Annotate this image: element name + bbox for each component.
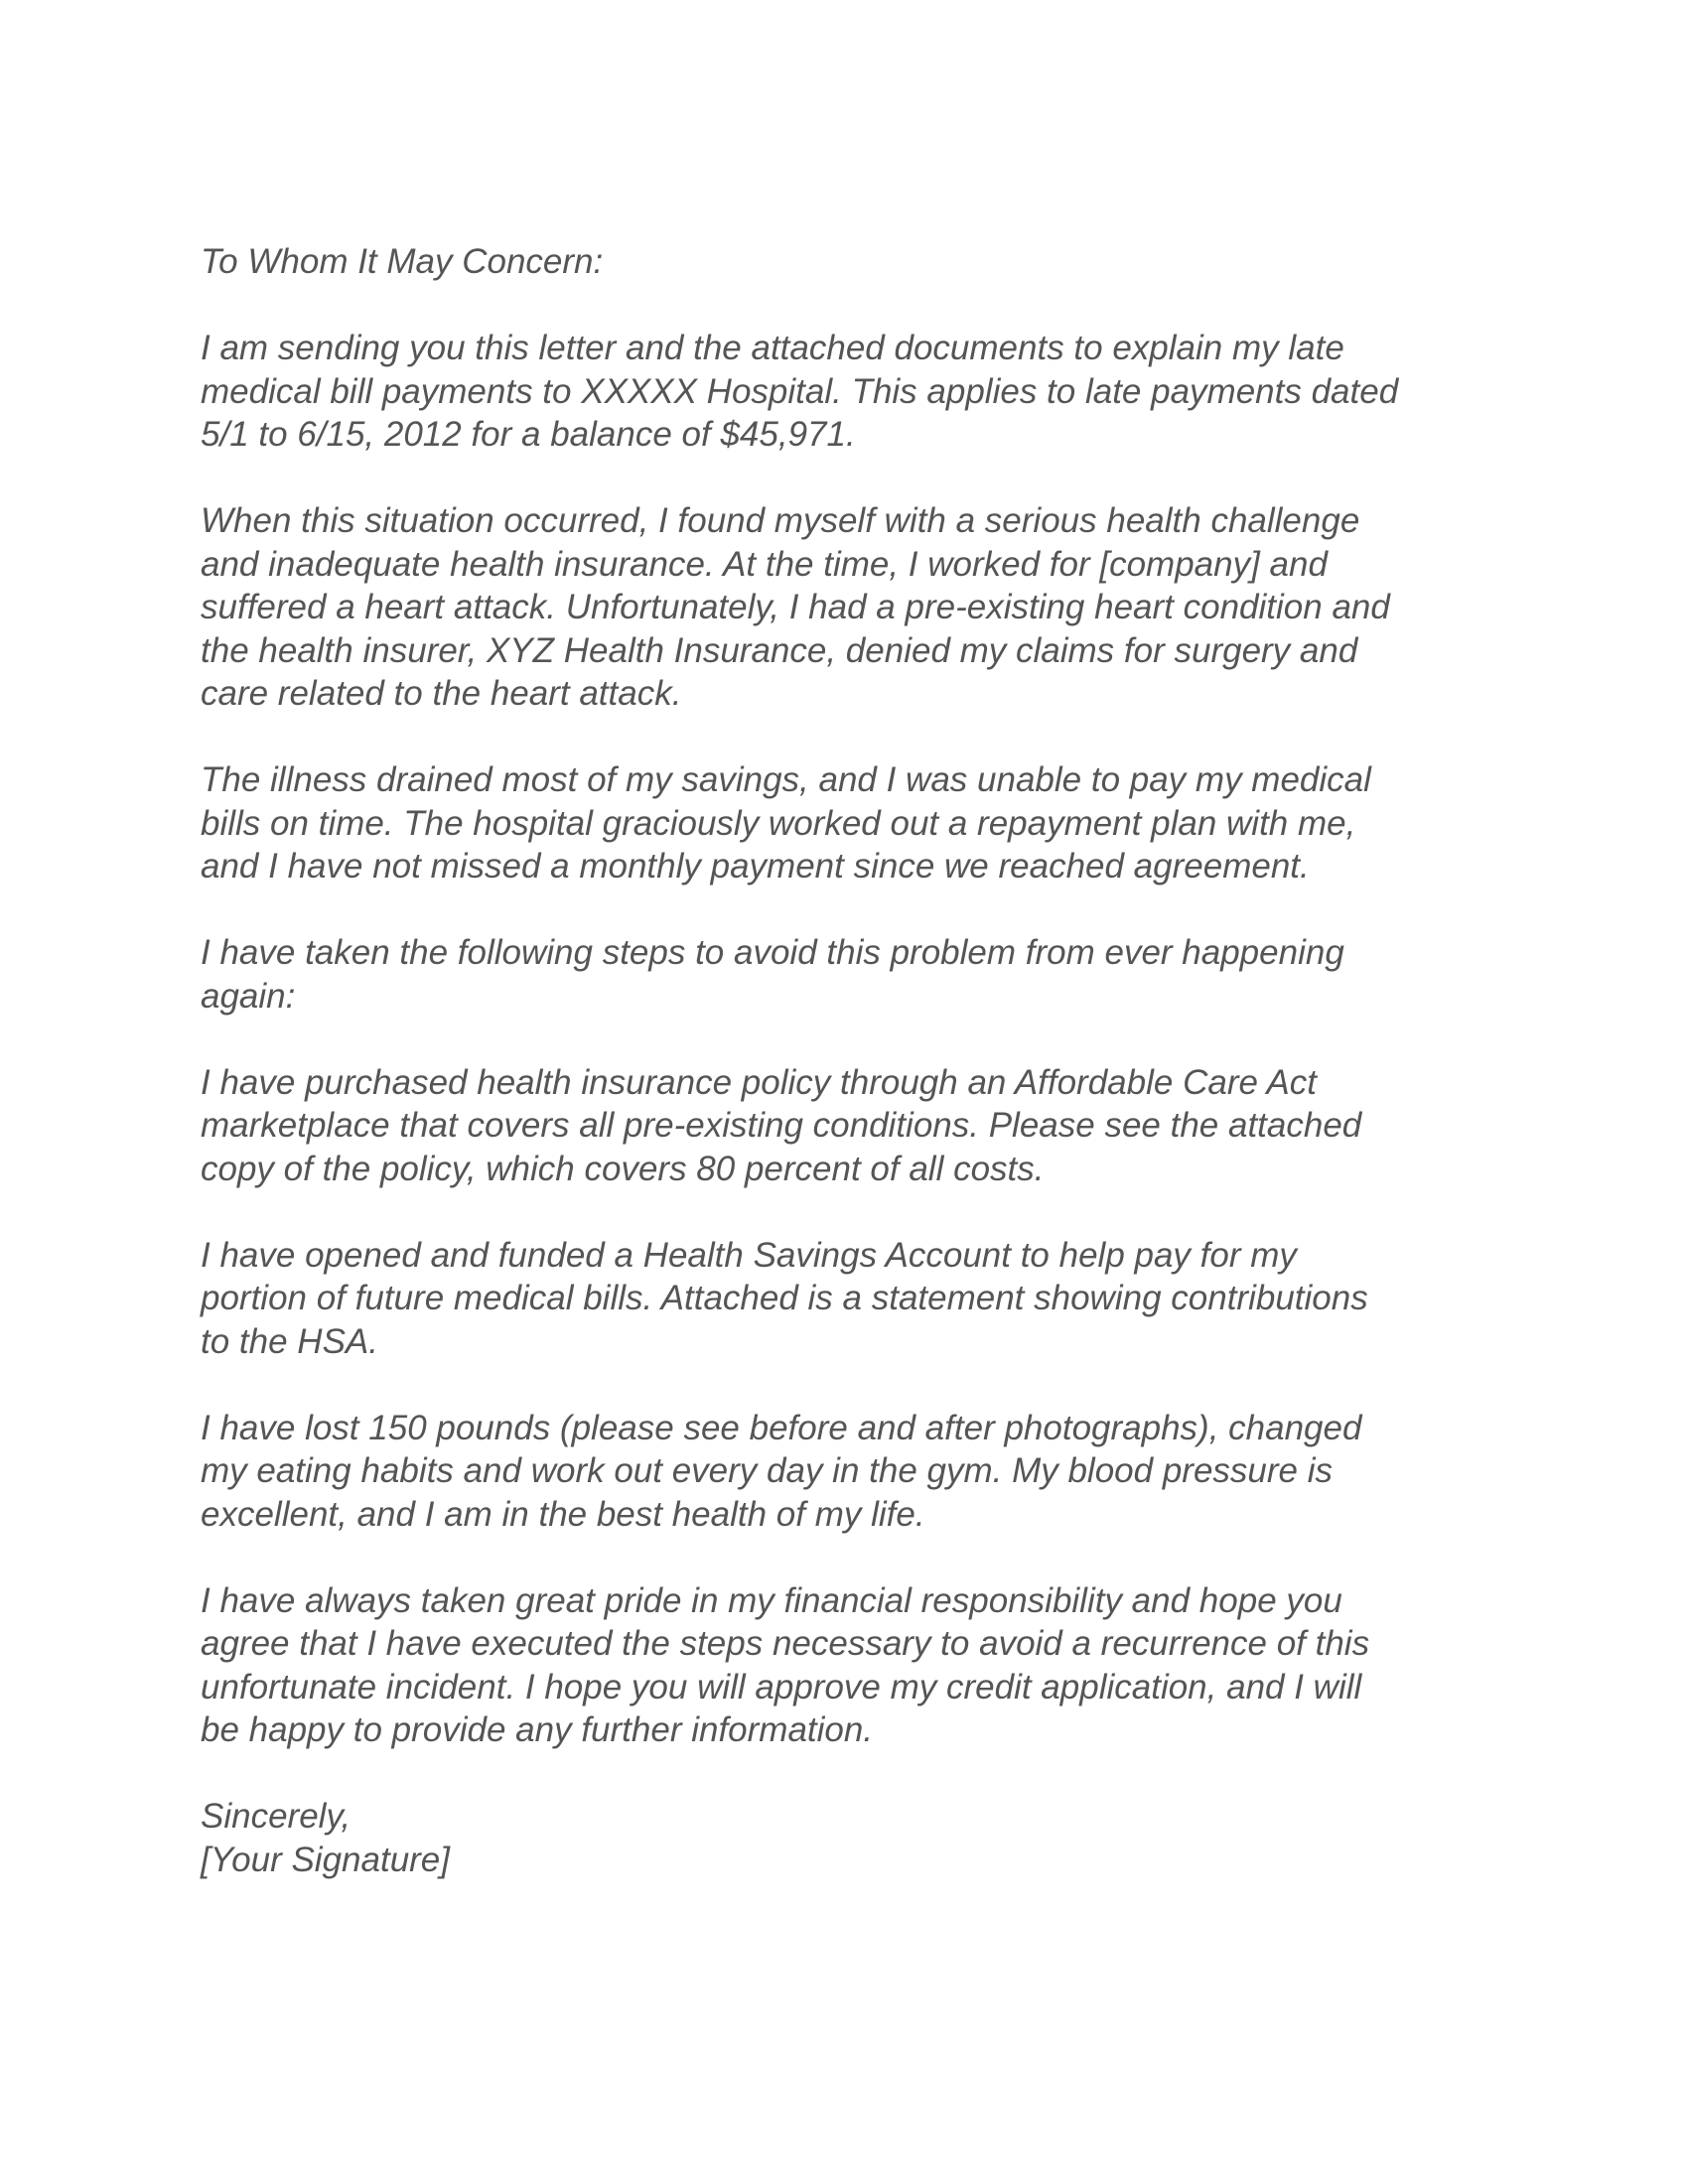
- text-line: excellent, and I am in the best health of my life.: [201, 1494, 925, 1534]
- text-line: bills on time. The hospital graciously worked out a repayment plan with me,: [201, 803, 1356, 843]
- letter-body: [201, 240, 1511, 1881]
- paragraph-hsa: [201, 1234, 1511, 1364]
- text-line: The illness drained most of my savings, and I was unable to pay my medical: [201, 760, 1371, 799]
- text-line: be happy to provide any further information.: [201, 1710, 874, 1749]
- text-line: to the HSA.: [201, 1321, 378, 1361]
- closing-block: [201, 1795, 1511, 1881]
- text-line: unfortunate incident. I hope you will approve my credit application, and I will: [201, 1667, 1362, 1706]
- text-line: medical bill payments to XXXXX Hospital. This applies to late payments dated: [201, 371, 1399, 411]
- text-line: I have opened and funded a Health Savings Account to help pay for my: [201, 1235, 1297, 1275]
- salutation-line: To Whom It May Concern:: [201, 242, 604, 281]
- text-line: I have always taken great pride in my financial responsibility and hope you: [201, 1580, 1342, 1620]
- text-line: marketplace that covers all pre-existing conditions. Please see the attached: [201, 1106, 1362, 1145]
- paragraph-late-payments: [201, 327, 1511, 457]
- text-line: copy of the policy, which covers 80 percent of all costs.: [201, 1149, 1045, 1188]
- closing-line: Sincerely,: [201, 1797, 352, 1836]
- text-line: portion of future medical bills. Attached is a statement showing contributions: [201, 1279, 1368, 1317]
- signature-placeholder: [Your Signature]: [201, 1840, 450, 1879]
- text-line: I have lost 150 pounds (please see before and after photographs), changed: [201, 1408, 1362, 1447]
- text-line: and inadequate health insurance. At the time, I worked for [company] and: [201, 544, 1328, 584]
- text-line: and I have not missed a monthly payment since we reached agreement.: [201, 847, 1310, 886]
- paragraph-steps-intro: [201, 931, 1511, 1018]
- text-line: agree that I have executed the steps necessary to avoid a recurrence of this: [201, 1624, 1370, 1663]
- text-line: again:: [201, 976, 296, 1016]
- paragraph-insurance-policy: [201, 1061, 1511, 1191]
- paragraph-savings: [201, 758, 1511, 888]
- text-line: When this situation occurred, I found myself with a serious health challenge: [201, 501, 1360, 540]
- text-line: 5/1 to 6/15, 2012 for a balance of $45,971.: [201, 415, 856, 454]
- salutation: [201, 240, 1511, 284]
- text-line: my eating habits and work out every day in the gym. My blood pressure is: [201, 1451, 1333, 1490]
- paragraph-health-improvement: [201, 1407, 1511, 1537]
- text-line: I have purchased health insurance policy through an Affordable Care Act: [201, 1062, 1317, 1102]
- paragraph-health-situation: [201, 499, 1511, 716]
- text-line: care related to the heart attack.: [201, 674, 682, 713]
- text-line: suffered a heart attack. Unfortunately, I had a pre-existing heart condition and: [201, 588, 1390, 626]
- paragraph-conclusion: [201, 1579, 1511, 1752]
- text-line: I am sending you this letter and the attached documents to explain my late: [201, 329, 1344, 367]
- text-line: the health insurer, XYZ Health Insurance, denied my claims for surgery and: [201, 630, 1358, 670]
- text-line: I have taken the following steps to avoid this problem from ever happening: [201, 933, 1344, 972]
